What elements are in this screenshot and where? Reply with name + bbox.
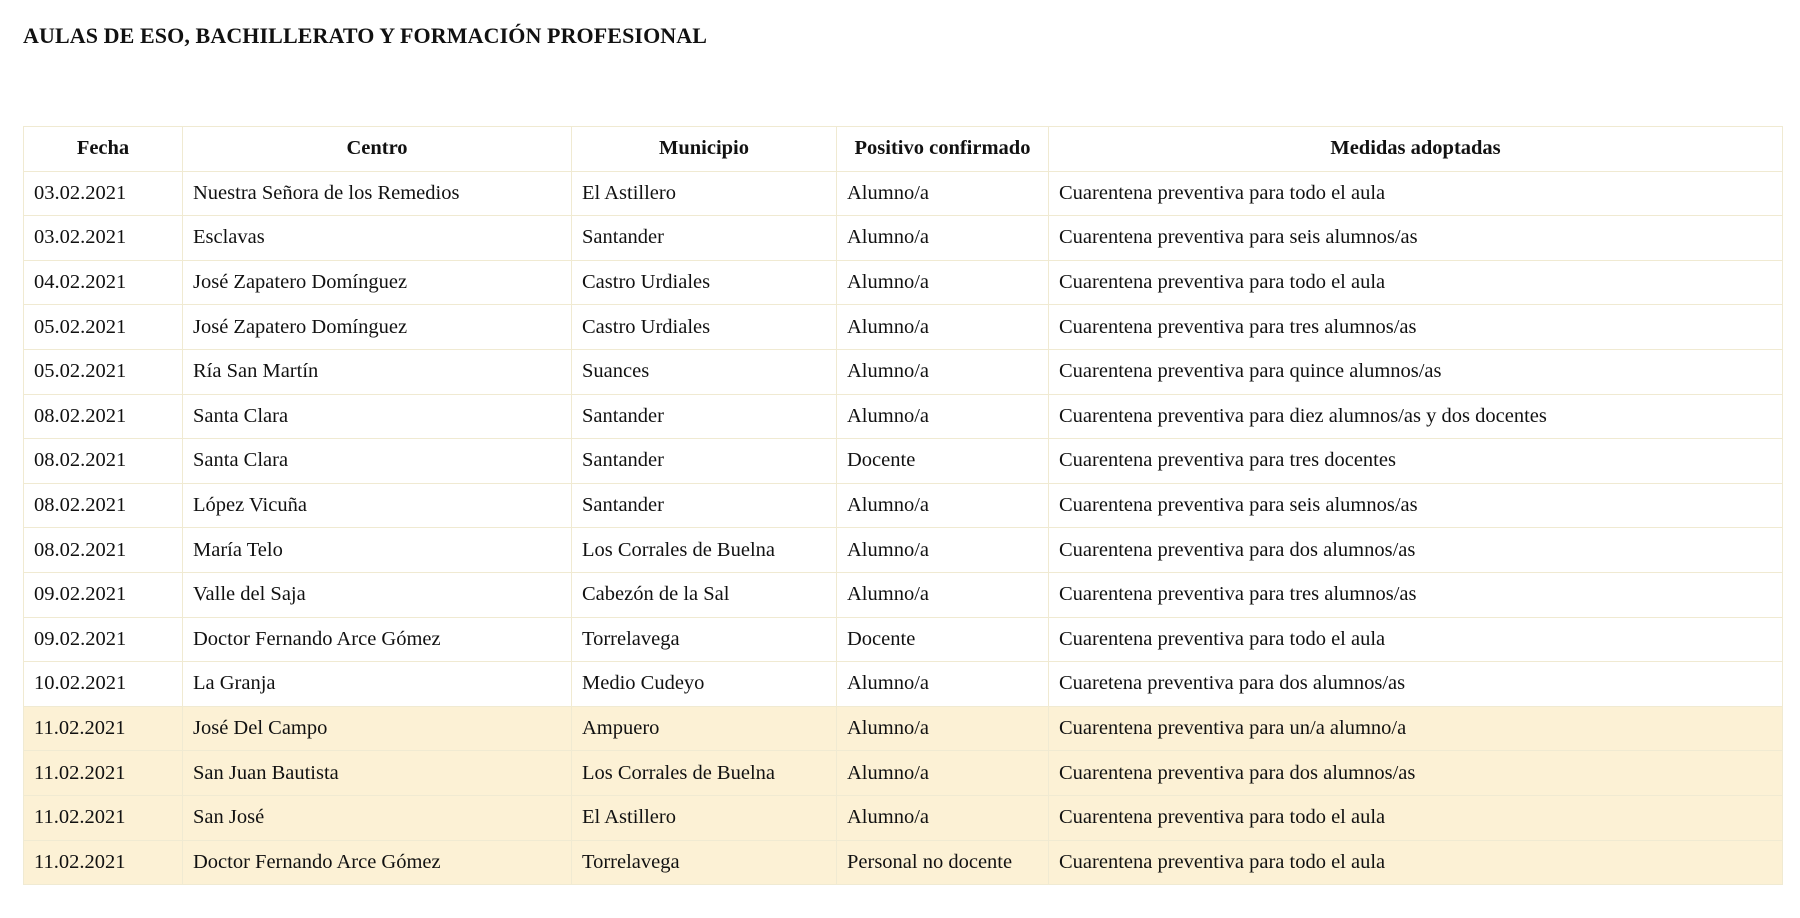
cell-positivo: Alumno/a	[837, 662, 1049, 707]
cell-medidas: Cuarentena preventiva para diez alumnos/as y dos docentes	[1049, 394, 1783, 439]
cell-medidas: Cuarentena preventiva para todo el aula	[1049, 840, 1783, 885]
header-fecha: Fecha	[24, 127, 183, 172]
cell-centro: Santa Clara	[183, 394, 572, 439]
table-row	[24, 840, 1783, 885]
cell-municipio: Torrelavega	[572, 617, 837, 662]
cell-medidas: Cuarentena preventiva para dos alumnos/as	[1049, 528, 1783, 573]
cell-municipio: Suances	[572, 349, 837, 394]
table-row	[24, 216, 1783, 261]
cell-medidas: Cuarentena preventiva para todo el aula	[1049, 795, 1783, 840]
cell-centro: San José	[183, 795, 572, 840]
cell-positivo: Alumno/a	[837, 706, 1049, 751]
cell-medidas: Cuarentena preventiva para tres docentes	[1049, 439, 1783, 484]
table-row	[24, 394, 1783, 439]
cell-centro: San Juan Bautista	[183, 751, 572, 796]
cell-centro: López Vicuña	[183, 483, 572, 528]
cell-fecha: 03.02.2021	[24, 216, 183, 261]
table-row	[24, 706, 1783, 751]
cell-fecha: 11.02.2021	[24, 795, 183, 840]
cell-medidas: Cuaretena preventiva para dos alumnos/as	[1049, 662, 1783, 707]
table-row	[24, 617, 1783, 662]
cell-fecha: 09.02.2021	[24, 572, 183, 617]
cell-fecha: 05.02.2021	[24, 349, 183, 394]
cell-positivo: Docente	[837, 439, 1049, 484]
table-row	[24, 171, 1783, 216]
table-row	[24, 662, 1783, 707]
cell-positivo: Alumno/a	[837, 528, 1049, 573]
table-row	[24, 349, 1783, 394]
cell-municipio: Santander	[572, 483, 837, 528]
cell-municipio: El Astillero	[572, 171, 837, 216]
table-body	[24, 171, 1783, 885]
cell-fecha: 10.02.2021	[24, 662, 183, 707]
table-row	[24, 572, 1783, 617]
cell-centro: Santa Clara	[183, 439, 572, 484]
header-municipio: Municipio	[572, 127, 837, 172]
cell-medidas: Cuarentena preventiva para todo el aula	[1049, 617, 1783, 662]
cell-municipio: Santander	[572, 439, 837, 484]
cell-positivo: Alumno/a	[837, 572, 1049, 617]
header-medidas: Medidas adoptadas	[1049, 127, 1783, 172]
cell-centro: Doctor Fernando Arce Gómez	[183, 840, 572, 885]
cell-fecha: 08.02.2021	[24, 483, 183, 528]
cell-municipio: El Astillero	[572, 795, 837, 840]
cell-medidas: Cuarentena preventiva para todo el aula	[1049, 260, 1783, 305]
cases-table	[23, 126, 1783, 885]
cell-fecha: 11.02.2021	[24, 706, 183, 751]
cell-municipio: Castro Urdiales	[572, 260, 837, 305]
table-row	[24, 260, 1783, 305]
cell-municipio: Santander	[572, 394, 837, 439]
cell-municipio: Cabezón de la Sal	[572, 572, 837, 617]
cell-centro: Valle del Saja	[183, 572, 572, 617]
cell-positivo: Alumno/a	[837, 171, 1049, 216]
cell-municipio: Los Corrales de Buelna	[572, 528, 837, 573]
cell-positivo: Alumno/a	[837, 751, 1049, 796]
cell-fecha: 08.02.2021	[24, 394, 183, 439]
cell-positivo: Personal no docente	[837, 840, 1049, 885]
cell-positivo: Alumno/a	[837, 795, 1049, 840]
cell-medidas: Cuarentena preventiva para tres alumnos/as	[1049, 305, 1783, 350]
cell-positivo: Docente	[837, 617, 1049, 662]
cell-positivo: Alumno/a	[837, 305, 1049, 350]
cell-positivo: Alumno/a	[837, 216, 1049, 261]
cell-medidas: Cuarentena preventiva para seis alumnos/as	[1049, 216, 1783, 261]
header-centro: Centro	[183, 127, 572, 172]
cell-fecha: 05.02.2021	[24, 305, 183, 350]
table-row	[24, 795, 1783, 840]
cell-municipio: Medio Cudeyo	[572, 662, 837, 707]
cell-municipio: Los Corrales de Buelna	[572, 751, 837, 796]
cell-centro: María Telo	[183, 528, 572, 573]
cell-fecha: 03.02.2021	[24, 171, 183, 216]
cell-centro: Nuestra Señora de los Remedios	[183, 171, 572, 216]
cell-positivo: Alumno/a	[837, 260, 1049, 305]
cell-medidas: Cuarentena preventiva para un/a alumno/a	[1049, 706, 1783, 751]
cell-centro: Doctor Fernando Arce Gómez	[183, 617, 572, 662]
table-row	[24, 439, 1783, 484]
cell-medidas: Cuarentena preventiva para todo el aula	[1049, 171, 1783, 216]
cell-medidas: Cuarentena preventiva para quince alumnos/as	[1049, 349, 1783, 394]
cell-medidas: Cuarentena preventiva para dos alumnos/as	[1049, 751, 1783, 796]
table-row	[24, 751, 1783, 796]
cell-municipio: Torrelavega	[572, 840, 837, 885]
table-header	[24, 127, 1783, 172]
cell-centro: José Zapatero Domínguez	[183, 260, 572, 305]
page-title: AULAS DE ESO, BACHILLERATO Y FORMACIÓN PROFESIONAL	[23, 23, 708, 48]
cases-table-container	[23, 126, 1782, 885]
cell-centro: José Del Campo	[183, 706, 572, 751]
table-row	[24, 528, 1783, 573]
cell-centro: José Zapatero Domínguez	[183, 305, 572, 350]
cell-medidas: Cuarentena preventiva para seis alumnos/as	[1049, 483, 1783, 528]
cell-positivo: Alumno/a	[837, 394, 1049, 439]
cell-centro: Ría San Martín	[183, 349, 572, 394]
table-row	[24, 483, 1783, 528]
cell-fecha: 08.02.2021	[24, 528, 183, 573]
cell-fecha: 04.02.2021	[24, 260, 183, 305]
header-positivo: Positivo confirmado	[837, 127, 1049, 172]
cell-centro: La Granja	[183, 662, 572, 707]
cell-municipio: Ampuero	[572, 706, 837, 751]
cell-fecha: 11.02.2021	[24, 840, 183, 885]
cell-municipio: Santander	[572, 216, 837, 261]
cell-municipio: Castro Urdiales	[572, 305, 837, 350]
cell-centro: Esclavas	[183, 216, 572, 261]
header-row	[24, 127, 1783, 172]
cell-fecha: 08.02.2021	[24, 439, 183, 484]
cell-medidas: Cuarentena preventiva para tres alumnos/as	[1049, 572, 1783, 617]
cell-fecha: 11.02.2021	[24, 751, 183, 796]
cell-positivo: Alumno/a	[837, 349, 1049, 394]
cell-positivo: Alumno/a	[837, 483, 1049, 528]
cell-fecha: 09.02.2021	[24, 617, 183, 662]
table-row	[24, 305, 1783, 350]
